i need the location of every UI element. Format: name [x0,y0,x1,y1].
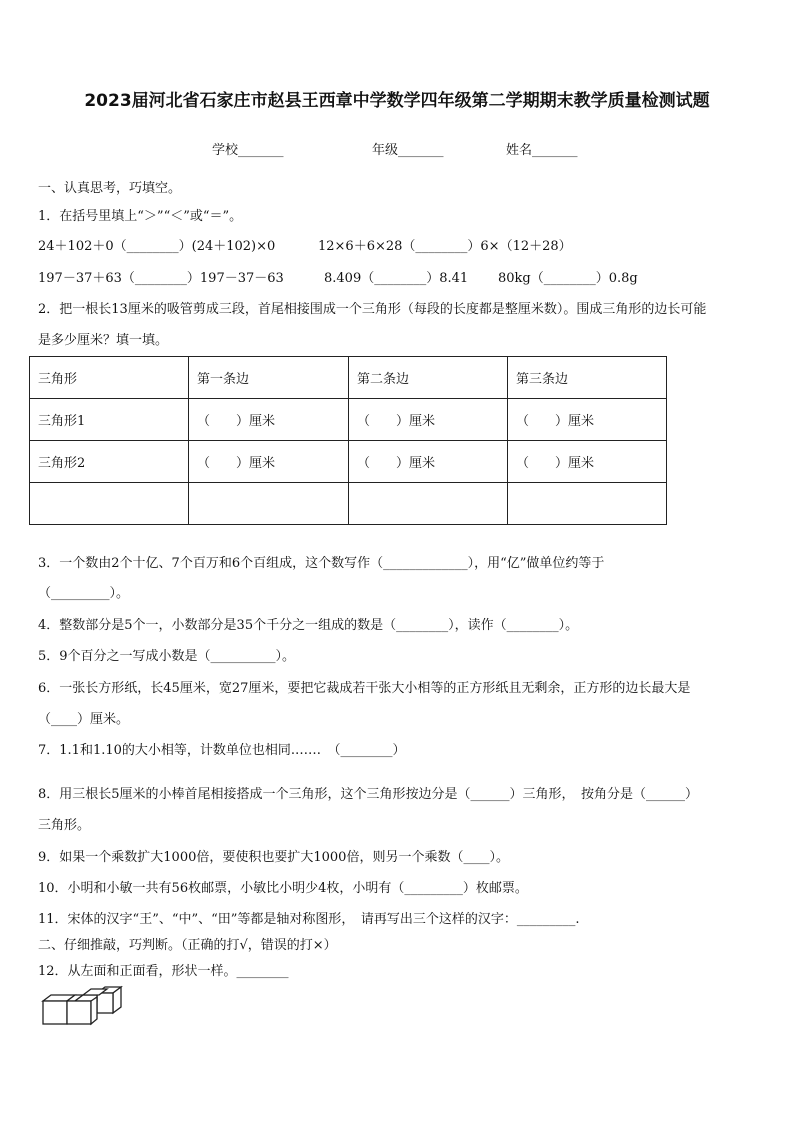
school-field[interactable]: 学校_______ [212,143,284,158]
q4[interactable]: 4．整数部分是5个一，小数部分是35个千分之一组成的数是（________），读作（________）。 [38,618,579,633]
table-header-cell: 第一条边 [189,357,349,399]
q10[interactable]: 10．小明和小敏一共有56枚邮票，小敏比小明少4枚，小明有（_________）枚邮票。 [38,881,528,896]
q6-line-1: 6．一张长方形纸，长45厘米，宽27厘米，要把它裁成若干张大小相等的正方形纸且无剩余，正方形的边长最大是 [38,681,691,696]
table-cell-answer[interactable]: （ ）厘米 [508,441,667,483]
table-cell-answer[interactable]: （ ）厘米 [349,441,508,483]
q6-line-2[interactable]: （____）厘米。 [38,712,130,727]
table-cell-answer[interactable] [508,483,667,525]
table-cell: 三角形1 [30,399,189,441]
table-cell-answer[interactable]: （ ）厘米 [189,441,349,483]
table-cell-answer[interactable] [189,483,349,525]
table-cell-answer[interactable] [30,483,189,525]
cube-figure [40,985,130,1029]
q3-line-2[interactable]: （_________）。 [38,586,130,601]
q7[interactable]: 7．1.1和1.10的大小相等，计数单位也相同.…… （________） [38,743,406,758]
q1-stem: 1．在括号里填上“＞”“＜”或“＝”。 [38,209,243,224]
q12[interactable]: 12．从左面和正面看，形状一样。________ [38,964,289,979]
table-header-cell: 第二条边 [349,357,508,399]
q1-item-c[interactable]: 197－37＋63（________）197－37－63 [38,271,284,286]
table-cell-answer[interactable] [349,483,508,525]
q11[interactable]: 11．宋体的汉字“王”、“中”、“田”等都是轴对称图形， 请再写出三个这样的汉字：_________. [38,912,580,927]
q2-line-2: 是多少厘米？填一填。 [38,333,169,348]
table-cell: 三角形2 [30,441,189,483]
section-2-heading: 二、仔细推敲，巧判断。（正确的打√，错误的打×） [38,938,337,953]
exam-title: 2023届河北省石家庄市赵县王西章中学数学四年级第二学期期末教学质量检测试题 [84,91,710,111]
q9[interactable]: 9．如果一个乘数扩大1000倍，要使积也要扩大1000倍，则另一个乘数（____）。 [38,850,509,865]
q1-item-a[interactable]: 24＋102＋0（________）(24＋102)×0 [38,239,276,254]
grade-field[interactable]: 年级_______ [372,143,444,158]
table-cell-answer[interactable]: （ ）厘米 [189,399,349,441]
table-row [30,441,667,483]
name-field[interactable]: 姓名_______ [506,143,578,158]
q1-item-b[interactable]: 12×6＋6×28（________）6×（12＋28） [318,239,572,254]
q8-line-1[interactable]: 8．用三根长5厘米的小棒首尾相接搭成一个三角形，这个三角形按边分是（______）三角形， 按角分是（______） [38,787,699,802]
q5[interactable]: 5．9个百分之一写成小数是（__________）。 [38,649,296,664]
q1-item-d[interactable]: 8.409（________）8.41 [324,271,469,286]
table-row [30,399,667,441]
q2-line-1: 2．把一根长13厘米的吸管剪成三段，首尾相接围成一个三角形（每段的长度都是整厘米数）。围成三角形的边长可能 [38,302,707,317]
table-row [30,483,667,525]
triangle-table [29,356,667,525]
table-header-cell: 第三条边 [508,357,667,399]
table-header-cell: 三角形 [30,357,189,399]
q1-item-e[interactable]: 80kg（________）0.8g [498,271,638,286]
table-cell-answer[interactable]: （ ）厘米 [508,399,667,441]
q3-line-1[interactable]: 3．一个数由2个十亿、7个百万和6个百组成，这个数写作（_____________），用“亿”做单位约等于 [38,556,605,571]
table-cell-answer[interactable]: （ ）厘米 [349,399,508,441]
q8-line-2: 三角形。 [38,818,91,833]
section-1-heading: 一、认真思考，巧填空。 [38,181,182,196]
table-header-row [30,357,667,399]
